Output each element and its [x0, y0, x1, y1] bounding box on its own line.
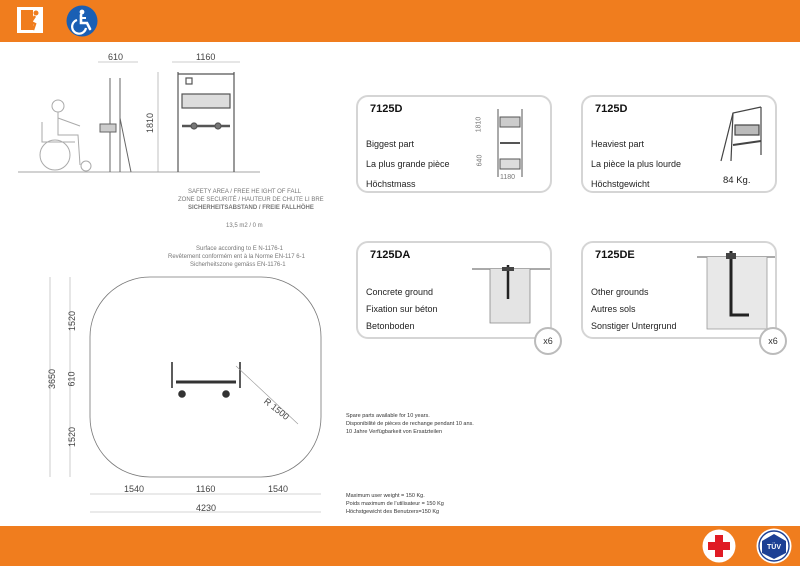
ground-anchor-drawing [697, 251, 777, 333]
card-line3: Betonboden [366, 321, 415, 331]
plan-dim-total-v: 3650 [47, 368, 58, 390]
card-line3: Sonstiger Untergrund [591, 321, 677, 331]
count-badge: x6 [534, 327, 562, 355]
dim-side-width: 610 [108, 52, 124, 62]
card-code: 7125D [595, 103, 628, 115]
spare-parts-line3: 10 Jahre Verfügbarkeit von Ersatzteilen [346, 429, 443, 435]
card-code: 7125DA [370, 249, 411, 261]
heaviest-part-drawing [711, 105, 771, 167]
card-concrete-ground [356, 241, 553, 346]
card-dim-w: 1180 [500, 174, 516, 181]
plan-dim-h1: 1540 [124, 484, 145, 494]
card-heaviest-part [581, 95, 777, 193]
plan-dim-h3: 1540 [268, 484, 289, 494]
wheelchair-user-figure [40, 100, 91, 171]
plan-dim-total-h: 4230 [196, 503, 217, 513]
card-line2: La plus grande pièce [366, 159, 450, 169]
card-biggest-part [356, 95, 552, 193]
spare-parts-line2: Disponibilité de pièces de rechange pendant 10 ans. [346, 421, 474, 427]
max-weight-line3: Höchstgewicht des Benutzers=150 Kg [346, 509, 440, 515]
safety-area-line1: SAFETY AREA / FREE HE IGHT OF FALL [188, 189, 302, 195]
biggest-part-drawing [488, 107, 548, 185]
max-weight-line2: Poids maximum de l'utilisateur = 150 Kg [346, 501, 444, 507]
spare-parts-line1: Spare parts available for 10 years. [346, 413, 430, 419]
card-line3: Höchstmass [366, 179, 416, 189]
safety-area-line2: ZONE DE SECURITÉ / HAUTEUR DE CHUTE LI BRE [178, 197, 324, 203]
card-line1: Other grounds [591, 287, 649, 297]
plan-dim-h2: 1160 [196, 484, 216, 494]
card-line2: La pièce la plus lourde [591, 159, 682, 169]
max-weight-line1: Maximum user weight = 150 Kg. [346, 493, 425, 499]
surface-line1: Surface according to E N-1176-1 [196, 246, 283, 252]
safety-area-value: 13,5 m2 / 0 m [226, 223, 263, 229]
card-line1: Biggest part [366, 139, 415, 149]
plan-equipment-drawing [172, 362, 240, 397]
surface-line3: Sicherheitszone gemäss EN-1176-1 [190, 262, 286, 268]
card-code: 7125D [370, 103, 403, 115]
card-line2: Fixation sur béton [366, 304, 438, 314]
concrete-fixation-drawing [472, 265, 552, 333]
plan-dim-v3: 1520 [67, 426, 78, 448]
card-other-grounds [581, 241, 778, 346]
card-code: 7125DE [595, 249, 635, 261]
card-dim-h: 1810 [475, 116, 483, 133]
safety-area-line3: SICHERHEITSABSTAND / FREIE FALLHÖHE [188, 205, 314, 211]
front-view-drawing [178, 72, 234, 172]
card-dim-h2: 640 [476, 154, 484, 167]
card-line1: Concrete ground [366, 287, 434, 297]
svg-text:TÜV: TÜV [767, 544, 781, 551]
count-badge: x6 [759, 327, 787, 355]
card-weight: 84 Kg. [723, 175, 751, 186]
card-line2: Autres sols [591, 304, 636, 314]
dim-height: 1810 [145, 112, 156, 134]
plan-dim-v2: 610 [66, 371, 77, 387]
plan-radius: R 1500 [261, 396, 292, 422]
safety-area-outline [90, 277, 321, 477]
side-view-drawing [100, 78, 131, 172]
card-line3: Höchstgewicht [591, 179, 650, 189]
dim-front-width: 1160 [196, 52, 216, 62]
plan-dim-v1: 1520 [67, 310, 78, 332]
surface-line2: Revêtement conformém ent à la Norme EN-117 6-1 [168, 254, 305, 260]
card-line1: Heaviest part [591, 139, 645, 149]
